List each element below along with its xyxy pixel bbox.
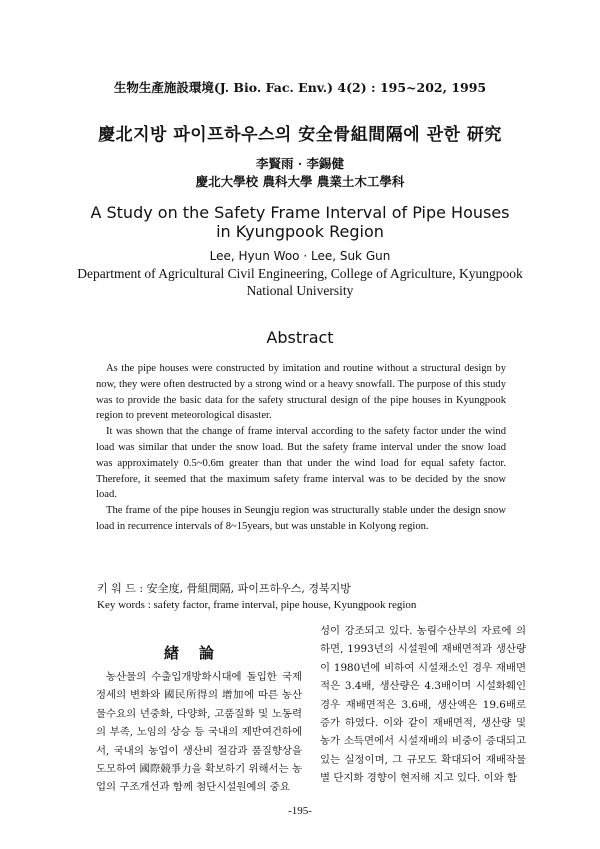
introduction-right-column <box>320 622 526 788</box>
korean-keywords-label: 키 워 드 : <box>97 582 144 595</box>
abstract-paragraph: As the pipe houses were constructed by imitation and routine without a structural design by now, they were often destructed by a strong wind or a heavy snowfall. The purpose of this study was to provide the basic data for the safety structural design of the pipe houses in Kyungpook region to prevent meteorological disaster. <box>96 363 506 422</box>
abstract-body <box>96 361 506 535</box>
introduction-left-column <box>96 668 302 797</box>
english-keywords-values: safety factor, frame interval, pipe house, Kyungpook region <box>153 599 417 611</box>
korean-keywords-row <box>97 580 416 597</box>
english-title-line1: A Study on the Safety Frame Interval of Pipe Houses <box>90 203 510 222</box>
introduction-heading: 緖論 <box>163 644 234 662</box>
abstract-heading: Abstract <box>266 328 334 347</box>
abstract-paragraph: It was shown that the change of frame interval according to the safety factor under the wind load was similar that under the snow load. But the safety frame interval under the snow load was approximately 0.5~0.6m greater than that under the wind load for equal safety factor. Therefore, it seemed that the maximum safety frame interval was to be decided by the snow load. <box>96 426 506 501</box>
english-affiliation: Department of Agricultural Civil Engineering, College of Agriculture, Kyungpook National University <box>77 266 523 298</box>
korean-affiliation: 慶北大學校 農科大學 農業土木工學科 <box>195 174 405 189</box>
english-keywords-label: Key words : <box>97 599 151 611</box>
introduction-paragraph-continued: 성이 강조되고 있다. 농림수산부의 자료에 의하면, 1993년의 시설원예 재배면적과 생산량이 1980년에 비하여 시설채소인 경우 재배면적은 3.4배, 생산량은 4.3배이며 시설화훼인 경우 재배면적은 3.6배, 생산액은 19.6배로 증가 하였다. 이와 같이 재배면적, 생산량 및 농가 소득면에서 시설재배의 비중이 증대되고 있는 실정이며, 그 규모도 확대되어 재배작물별 단지화 경향이 현저해 지고 있다. 이와 함 <box>320 625 526 785</box>
english-keywords-row <box>97 597 416 614</box>
korean-authors: 李賢雨 · 李錫健 <box>255 156 345 171</box>
introduction-paragraph: 농산물의 수출입개방화시대에 돌입한 국제 정세의 변화와 國民所得의 增加에 따른 농산물수요의 년중화, 다양화, 고품질화 및 노동력의 부족, 노임의 상승 등 국내의 제반여건하에서, 국내의 농업이 생산비 절감과 품질향상을 도모하여 國際競爭力을 확보하기 위해서는 농업의 구조개선과 함께 첨단시설원예의 중요 <box>96 671 302 794</box>
page-number: -195- <box>288 805 312 817</box>
keywords-block <box>97 580 416 614</box>
journal-citation: 生物生產施設環境(J. Bio. Fac. Env.) 4(2) : 195~202, 1995 <box>113 80 487 95</box>
abstract-paragraph: The frame of the pipe houses in Seungju region was structurally stable under the design snow load in recurrence intervals of 8~15years, but was unstable in Kolyong region. <box>96 505 506 532</box>
korean-title: 慶北지방 파이프하우스의 安全骨組間隔에 관한 研究 <box>98 125 502 145</box>
english-title-line2: in Kyungpook Region <box>216 222 384 241</box>
english-authors: Lee, Hyun Woo · Lee, Suk Gun <box>209 249 391 263</box>
korean-keywords-values: 安全度, 骨組間隔, 파이프하우스, 경북지방 <box>146 582 351 595</box>
english-title <box>0 203 600 241</box>
